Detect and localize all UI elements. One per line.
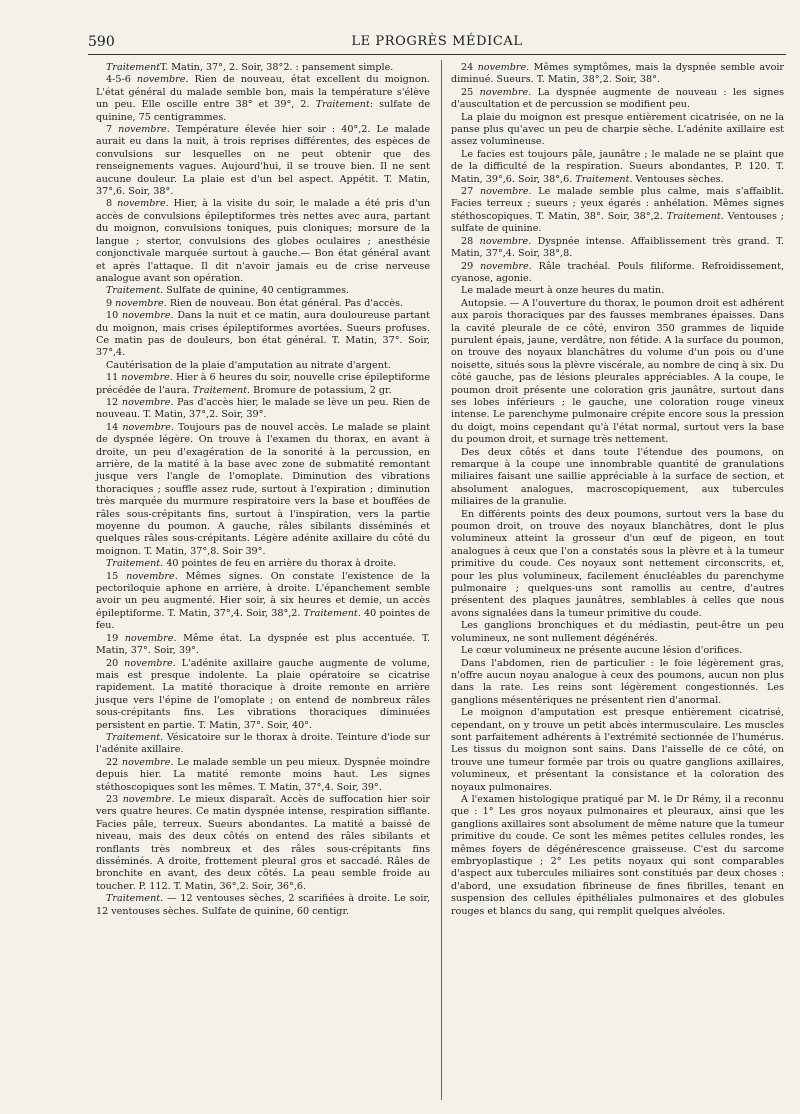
text-run: . La dyspnée augmente de nouveau : les signes d'auscultation et de percussion se modifient peu. <box>451 86 784 111</box>
paragraph <box>451 62 784 87</box>
text-run: Dans l'abdomen, rien de particulier : le foie légèrement gras, n'offre aucun noyau analogue à ceux des poumons, aucun non plus dans la rate. Les reins sont légèrement congestionnés. Les ganglions mésentériques ne présentent rien d'anormal. <box>451 657 784 706</box>
paragraph <box>96 360 430 372</box>
italic-phrase: novembre <box>124 657 173 669</box>
text-run: 11 <box>106 372 122 384</box>
running-title: LE PROGRÈS MÉDICAL <box>351 34 523 49</box>
text-run: . Toujours pas de nouvel accès. Le malade se plaint de dyspnée légère. On trouve à l'examen du thorax, en avant à droite, un peu d'exagération de la sonorité à la percussion, en arrière, de la matité à la base avec zone de submatité remontant jusque vers l'angle de l'omoplate. Diminution des vibrations thoraciques ; souffle assez rude, surtout à l'expiration ; diminution très marquée du murmure respiratoire vers la base et bouffées de râles sous-crépitants fins, surtout à l'inspiration, vers la partie moyenne du poumon. A gauche, râles sibilants disséminés et quelques râles sous-crépitants. Légère adénite axillaire du côté du moignon. T. Matin, 37°,8. Soir 39°. <box>96 421 430 557</box>
text-run: Autopsie <box>461 297 504 309</box>
text-run: T. Matin, 37°, 2. Soir, 38°2. <box>160 62 296 73</box>
paragraph <box>451 112 784 149</box>
text-run: . 40 pointes de feu. <box>96 607 430 632</box>
italic-phrase: novembre <box>124 632 174 644</box>
text-run: 25 <box>461 86 480 98</box>
italic-phrase: novembre <box>117 198 166 210</box>
text-run: . Hier, à la visite du soir, le malade a été pris d'un accès de convulsions épileptiformes très nettes avec aura, partant du moignon, convulsions toniques, puis cloniques; morsure de la langue ; stertor, convulsions des globes oculaires ; anesthésie conjonctivale marquée surtout à gauche.— Bon état général avant et après l'attaque. Il dit n'avoir jamais eu de crise nerveuse analogue avant son opération. <box>96 198 430 284</box>
italic-phrase: novembre <box>122 793 172 805</box>
text-run: . Hier à 6 heures du soir, nouvelle crise épileptiforme précédée de l'aura. <box>96 372 430 396</box>
paragraph <box>451 285 784 297</box>
text-run: . Dyspnée intense. Affaiblissement très grand. T. Matin, 37°,4. Soir, 38°,8. <box>451 235 784 260</box>
text-run: Le facies est toujours pâle, jaunâtre ; le malade ne se plaint que de la difficulté de la respiration. Sueurs abondantes, P. 120. T. Matin, 39°,6. Soir, 38°,6. <box>451 148 784 185</box>
text-run: . 40 pointes de feu en arrière du thorax à droite. <box>160 558 397 570</box>
page-header <box>88 34 786 55</box>
text-run: . Râle trachéal. Pouls filiforme. Refroidissement, cyanose, agonie. <box>451 260 784 284</box>
left-column <box>96 62 430 918</box>
text-run: A l'examen histologique pratiqué par M. le Dr Rémy, il a reconnu que : 1° Les gros noyaux pulmonaires et pleuraux, ainsi que les ganglions axillaires sont absolument de même nature que la tumeur primitive du coude. Ce sont les mêmes petites cellules rondes, les mêmes foyers de dégénérescence graisseuse. C'est du sarcome embryoplastique ; 2° Les petits noyaux qui sont comparables d'aspect aux tubercules miliaires sont constitués par deux choses : d'abord, une exsudation fibrineuse de fines fibrilles, tenant en suspension des cellules épithéliales pulmonaires et des globules rouges et blancs du sang, qui remplit quelques alvéoles. <box>451 793 784 917</box>
italic-phrase: Traitement <box>192 384 248 396</box>
paragraph <box>451 261 784 286</box>
italic-phrase: Traitement <box>666 210 721 222</box>
paragraph <box>96 893 430 918</box>
text-run: En différents points des deux poumons, surtout vers la base du poumon droit, on trouve des noyaux blanchâtres, dont le plus volumineux atteint la grosseur d'un œuf de pigeon, en tout analogues à ceux que l'on a constatés sous la plèvre et à la tumeur primitive du coude. Ces noyaux sont nettement circonscrits, et, pour les plus volumineux, facilement énucléables du parenchyme pulmonaire ; quelques-uns sont ramollis au centre, d'autres présentent des plaques jaunâtres, semblables à celles que nous avons signalées dans la tumeur primitive du coude. <box>451 508 784 619</box>
paragraph <box>96 422 430 558</box>
text-run: . Dans la nuit et ce matin, aura douloureuse partant du moignon, mais crises épileptiformes avortées. Sueurs profuses. Ce matin pas de douleurs, bon état général. T. Matin, 37°. Soir, 37°,4. <box>96 310 430 359</box>
paragraph <box>451 298 784 447</box>
text-run: : pansement simple. <box>295 62 394 73</box>
italic-phrase: Traitement <box>303 607 358 619</box>
text-run: : sulfate de quinine, 75 centigrammes. <box>96 99 431 123</box>
text-run: Cautérisation de la plaie d'amputation au nitrate d'argent. <box>106 359 391 371</box>
text-run: 29 <box>461 260 481 272</box>
text-run: . Ventouses sèches. <box>629 173 724 185</box>
paragraph <box>96 62 430 74</box>
text-run: 8 <box>106 198 118 210</box>
italic-phrase: novembre <box>122 421 171 433</box>
italic-phrase: novembre <box>479 186 529 198</box>
paragraph <box>451 236 784 261</box>
text-run: Les ganglions bronchiques et du médiastin, peut-être un peu volumineux, ne sont nullement dégénérés. <box>451 620 784 644</box>
italic-phrase: Traitement <box>106 62 161 73</box>
text-run: . Vésicatoire sur le thorax à droite. Teinture d'iode sur l'adénite axillaire. <box>96 731 430 756</box>
paragraph <box>451 707 784 794</box>
paragraph <box>96 571 430 633</box>
italic-phrase: Traitement <box>106 893 161 905</box>
paragraph <box>451 186 784 236</box>
text-run: . Le malade semble plus calme, mais s'affaiblit. Facies terreux ; sueurs ; yeux égarés : anhélation. Mêmes signes stéthoscopiques. T. Matin, 38°. Soir, 38°,2. <box>451 186 784 222</box>
paragraph <box>451 509 784 621</box>
text-run: . Rien de nouveau, état excellent du moignon. L'état général du malade semble bon, mais la température s'élève un peu. Elle oscille entre 38° et 39°, 2. <box>96 74 430 111</box>
text-run: . Le malade semble un peu mieux. Dyspnée moindre depuis hier. La matité remonte moins haut. Les signes stéthoscopiques sont les mêmes. T. Matin, 37°,4. Soir, 39°. <box>96 756 431 793</box>
paragraph <box>96 558 430 570</box>
italic-phrase: novembre <box>136 74 186 86</box>
text-run: La plaie du moignon est presque entièrement cicatrisée, on ne la panse plus qu'avec un peu de charpie sèche. L'adénite axillaire est assez volumineuse. <box>451 111 784 148</box>
text-run: 24 <box>461 62 478 73</box>
italic-phrase: novembre <box>477 62 527 73</box>
paragraph <box>451 87 784 112</box>
italic-phrase: novembre <box>479 235 529 247</box>
italic-phrase: novembre <box>121 756 171 768</box>
italic-phrase: Traitement <box>315 99 370 111</box>
text-run: 22 <box>106 756 122 768</box>
paragraph <box>96 397 430 422</box>
text-run: 12 <box>106 396 122 408</box>
text-run: . Ventouses ; sulfate de quinine. <box>451 210 784 235</box>
italic-phrase: novembre <box>121 396 171 408</box>
text-run: 4-5-6 <box>106 74 137 86</box>
text-run: . Même état. La dyspnée est plus accentuée. T. Matin, 37°. Soir, 39°. <box>96 632 430 657</box>
paragraph <box>96 285 430 297</box>
text-run: 19 <box>106 632 125 644</box>
column-divider <box>441 60 442 1100</box>
paragraph <box>96 310 430 360</box>
text-run: . — A l'ouverture du thorax, le poumon droit est adhérent aux parois thoraciques par des fausses membranes épaisses. Dans la cavité pleurale de ce côté, environ 350 grammes de liquide purulent épais, jaune, verdâtre, non fétide. A la surface du poumon, on trouve des noyaux blanchâtres du volume d'un pois ou d'une noisette, situés sous la plèvre viscérale, au nombre de cinq à six. Du côté gauche, pas de lésions pleurales appréciables. A la coupe, le poumon droit présente une coloration gris jaunâtre, surtout dans ses lobes inférieurs ; le gauche, une coloration rouge vineux intense. Le parenchyme pulmonaire crépite encore sous la pression du doigt, moins cependant qu'à l'état normal, surtout vers la base du poumon droit, et surnage très nettement. <box>451 297 784 446</box>
text-run: . L'adénite axillaire gauche augmente de volume, mais est presque indolente. La plaie opératoire se cicatrise rapidement. La matité thoracique à droite remonte en arrière jusque vers l'épine de l'omoplate ; on entend de nombreux râles sous-crépitants fins. Les vibrations thoraciques diminuées persistent en partie. T. Matin, 37°. Soir, 40°. <box>96 657 430 731</box>
paragraph <box>96 794 430 893</box>
paragraph <box>451 620 784 645</box>
text-run: 15 <box>106 570 127 582</box>
paragraph <box>451 149 784 186</box>
italic-phrase: novembre <box>121 372 170 384</box>
text-run: . — 12 ventouses sèches, 2 scarifiées à droite. Le soir, 12 ventouses sèches. Sulfate de quinine, 60 centigr. <box>96 893 430 917</box>
paragraph <box>451 794 784 918</box>
italic-phrase: Traitement <box>106 731 161 743</box>
paragraph <box>451 645 784 657</box>
paragraph <box>96 74 430 124</box>
italic-phrase: novembre <box>121 310 171 322</box>
text-run: 14 <box>106 421 123 433</box>
italic-phrase: Traitement <box>106 558 161 570</box>
paragraph <box>96 298 430 310</box>
text-run: 9 <box>106 297 116 309</box>
text-run: . Pas d'accès hier, le malade se lève un peu. Rien de nouveau. T. Matin, 37°,2. Soir, 39°. <box>96 396 430 421</box>
text-run: . Sulfate de quinine, 40 centigrammes. <box>160 285 350 297</box>
text-run: Le cœur volumineux ne présente aucune lésion d'orifices. <box>461 645 743 657</box>
paragraph <box>96 732 430 757</box>
italic-phrase: Traitement <box>106 285 161 297</box>
text-run: 7 <box>106 124 119 136</box>
right-column <box>451 62 784 918</box>
italic-phrase: novembre <box>480 260 529 272</box>
italic-phrase: Traitement <box>575 173 630 185</box>
paragraph <box>96 633 430 658</box>
paragraph <box>451 447 784 509</box>
italic-phrase: novembre <box>126 570 175 582</box>
text-run: . Mêmes symptômes, mais la dyspnée semble avoir diminué. Sueurs. T. Matin, 38°,2. Soir, 38°. <box>451 62 785 86</box>
paragraph <box>96 372 430 397</box>
text-run: . Rien de nouveau. Bon état général. Pas d'accès. <box>163 297 404 309</box>
text-run: 27 <box>461 186 480 198</box>
text-run: . Bromure de potassium, 2 gr. <box>247 384 392 396</box>
italic-phrase: novembre <box>118 124 167 136</box>
paragraph <box>96 198 430 285</box>
paragraph <box>96 757 430 794</box>
text-run: Le moignon d'amputation est presque entièrement cicatrisé, cependant, on y trouve un petit abcès intermusculaire. Les muscles sont parfaitement adhérents à l'extrémité sectionnée de l'humérus. Les tissus du moignon sont sains. Dans l'aisselle de ce côté, on trouve une tumeur formée par trois ou quatre ganglions axillaires, volumineux, et présentant la consistance et la coloration des noyaux pulmonaires. <box>451 707 784 793</box>
text-run: 20 <box>106 657 125 669</box>
text-run: . Mêmes signes. On constate l'existence de la pectoriloquie aphone en arrière, à droite. L'épanchement semble avoir un peu augmenté. Hier soir, à six heures et demie, un accès épileptiforme. T. Matin, 37°,4. Soir, 38°,2. <box>96 570 430 619</box>
paragraph <box>96 124 430 198</box>
text-run: 10 <box>106 310 122 322</box>
text-run: 28 <box>461 235 480 247</box>
italic-phrase: novembre <box>115 297 164 309</box>
paragraph <box>451 658 784 708</box>
text-run: 23 <box>106 793 123 805</box>
italic-phrase: novembre <box>479 86 529 98</box>
text-run: . Température élevée hier soir : 40°,2. Le malade aurait eu dans la nuit, à trois reprises différentes, des espèces de convulsions sur lesquelles on ne peut obtenir que des renseignements vagues. Aujourd'hui, il se trouve bien. Il ne sent aucune douleur. La plaie est d'un bel aspect. Appétit. T. Matin, 37°,6. Soir, 38°. <box>96 124 430 198</box>
text-run: Des deux côtés et dans toute l'étendue des poumons, on remarque à la coupe une innombrable quantité de granulations miliaires faisant une saillie appréciable à la surface de section, et absolument analogues, macroscopiquement, aux tubercules miliaires de la granulie. <box>451 446 784 508</box>
text-run: . Le mieux disparaît. Accès de suffocation hier soir vers quatre heures. Ce matin dyspnée intense, respiration sifflante. Facies pâle, terreux. Sueurs abondantes. La matité a baissé de niveau, mais des deux côtés on entend des râles sibilants et ronflants très nombreux et des râles sous-crépitants fins disséminés. A droite, frottement pleural gros et saccadé. Râles de bronchite en avant, des deux côtés. La peau semble froide au toucher. P. 112. T. Matin, 36°,2. Soir, 36°,6. <box>96 793 430 892</box>
page-number: 590 <box>88 34 115 50</box>
text-run: Le malade meurt à onze heures du matin. <box>461 285 665 297</box>
paragraph <box>96 658 430 732</box>
